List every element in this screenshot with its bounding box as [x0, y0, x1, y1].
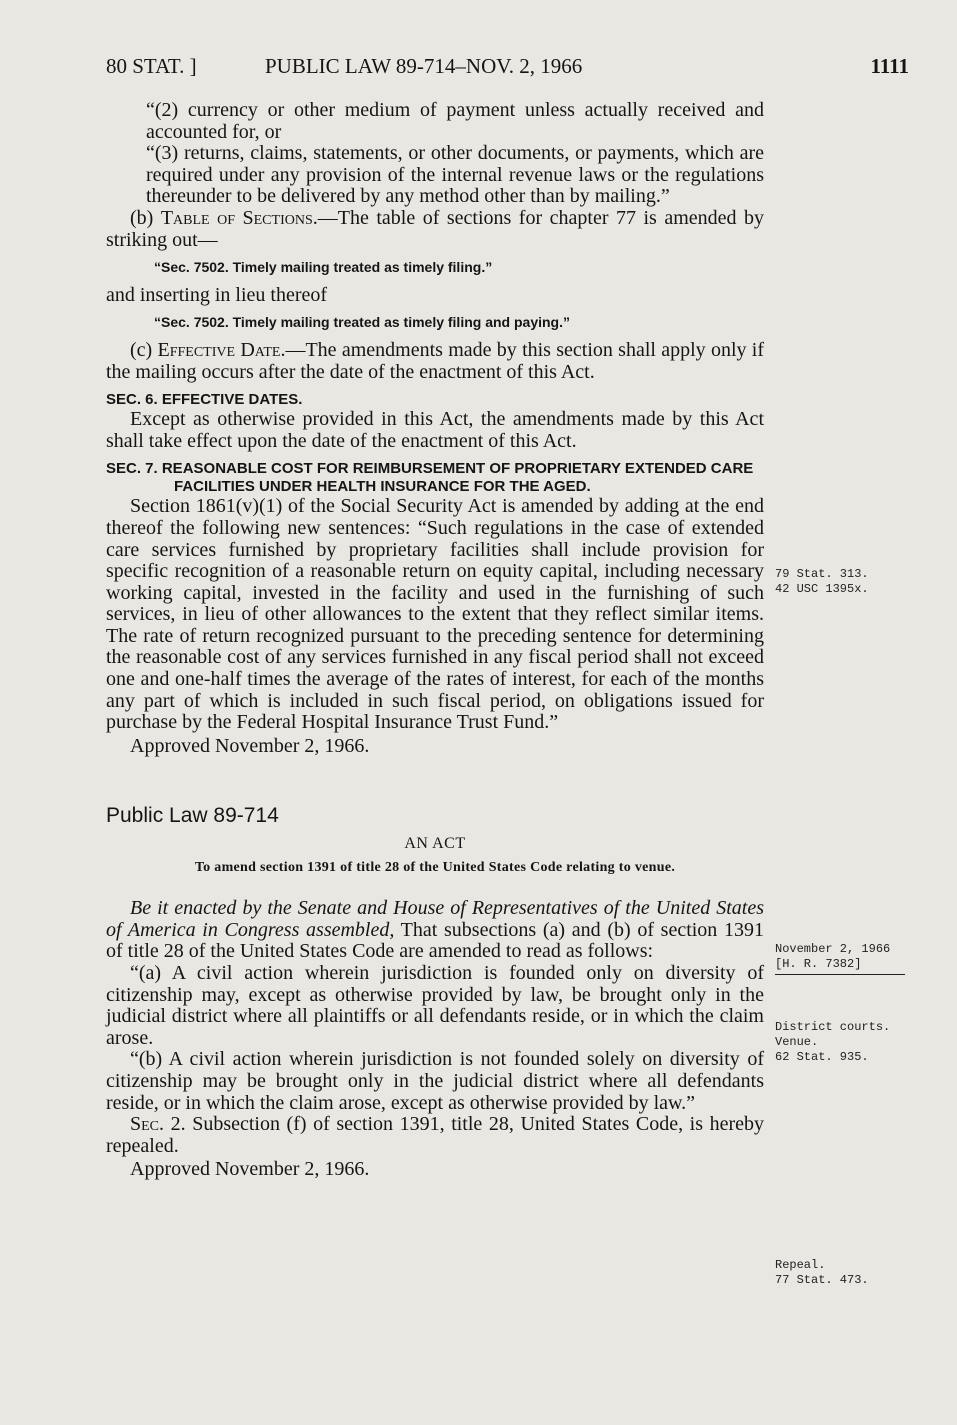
section-7-text: Section 1861(v)(1) of the Social Security Act is amended by adding at the end thereof the following new sentences: “Such regulations in the case of extended care services furnished by proprietary facilities shall include provision for specific recognition of a reasonable return on equity capital, including necessary working capital, invested in the facility and used in the furnishing of such services, in lieu of other allowances to the extent that they reflect similar items. The rate of return recognized pursuant to the preceding sentence for determining the reasonable cost of any services furnished in any fiscal period shall not exceed one and one-half times the average of the rates of interest, for each of the months any part of which is included in such fiscal period, on obligations issued for purchase by the Federal Hospital Insurance Trust Fund.”: [106, 495, 764, 734]
running-head: PUBLIC LAW 89-714–NOV. 2, 1966: [265, 54, 583, 78]
margin-repeal: Repeal.: [775, 1258, 826, 1272]
subsection-b: [106, 208, 764, 251]
item-2-text: “(2) currency or other medium of payment unless actually received and accounted for, or: [146, 99, 764, 143]
margin-date: November 2, 1966: [775, 942, 891, 956]
section-7-heading: SEC. 7. REASONABLE COST FOR REIMBURSEMENT OF PROPRIETARY EXTENDED CARE FACILITIES UNDER HEALTH INSURANCE FOR THE AGED.: [106, 460, 754, 496]
inserted-table-entry: “Sec. 7502. Timely mailing treated as timely filing and paying.”: [154, 314, 570, 331]
item-3-text: “(3) returns, claims, statements, or other documents, or payments, which are required under any provision of the internal revenue laws or the regulations thereunder to be delivered by any method other than by mailing.”: [146, 142, 764, 208]
section-6-heading: SEC. 6. EFFECTIVE DATES.: [106, 391, 303, 409]
margin-note-sec7: [775, 567, 869, 597]
struck-table-entry: “Sec. 7502. Timely mailing treated as timely filing.”: [154, 259, 493, 276]
approval-line-2: Approved November 2, 1966.: [130, 1158, 370, 1181]
enacting-clause: [106, 898, 764, 963]
margin-bill-number: [H. R. 7382]: [775, 957, 905, 975]
margin-topic-courts: District courts.: [775, 1020, 891, 1034]
margin-ref-62-stat: 62 Stat. 935.: [775, 1050, 869, 1064]
section-6-text: Except as otherwise provided in this Act, the amendments made by this Act shall take effect upon the date of the enactment of this Act.: [106, 408, 764, 452]
public-law-title: Public Law 89-714: [106, 804, 279, 828]
section-2-text: Subsection (f) of section 1391, title 28, United States Code, is hereby repealed.: [106, 1113, 764, 1157]
subsection-b-heading: Table of Sections.: [160, 206, 318, 229]
volume-reference: 80 STAT. ]: [106, 54, 197, 78]
margin-ref-42-usc: 42 USC 1395x.: [775, 582, 869, 596]
subsection-c: [106, 340, 764, 383]
subsection-c-text: —The amendments made by this section shall apply only if the mailing occurs after the date of the enactment of this Act.: [106, 338, 765, 383]
enacting-formula: Be it enacted by the Senate and House of Representatives of the United States of America in Congress assembled,: [106, 897, 764, 941]
approval-line-1: Approved November 2, 1966.: [130, 734, 370, 757]
margin-note-repeal: [775, 1258, 869, 1288]
subsection-c-heading: Effective Date.: [157, 338, 286, 361]
section-2: [106, 1114, 764, 1157]
page-number: 1111: [870, 54, 909, 78]
subsection-c-label: (c): [130, 338, 153, 361]
an-act-label: AN ACT: [404, 835, 466, 853]
margin-ref-77-stat: 77 Stat. 473.: [775, 1273, 869, 1287]
insert-intro: and inserting in lieu thereof: [106, 283, 328, 306]
venue-subsection-a: “(a) A civil action wherein jurisdiction is founded only on diversity of citizenship may, except as otherwise provided by law, be brought only in the judicial district where all plaintiffs or all defendants reside, or in which the claim arose.: [106, 962, 764, 1049]
venue-subsection-b: “(b) A civil action wherein jurisdiction is not founded solely on diversity of citizenship may be brought only in the judicial district where all defendants reside, or in which the claim arose, except as otherwise provided by law.”: [106, 1048, 764, 1114]
act-caption: To amend section 1391 of title 28 of the United States Code relating to venue.: [194, 859, 676, 875]
main-text: [106, 100, 764, 1181]
section-2-label: Sec. 2.: [130, 1113, 186, 1136]
subsection-b-label: (b): [130, 206, 154, 229]
margin-ref-79-stat: 79 Stat. 313.: [775, 567, 869, 581]
subsection-b-text: —The table of sections for chapter 77 is amended by striking out—: [106, 206, 765, 251]
margin-note-venue: [775, 1020, 890, 1065]
margin-topic-venue: Venue.: [775, 1035, 819, 1049]
enacting-text: That subsections (a) and (b) of section 1391 of title 28 of the United States Code are amended to read as follows:: [106, 918, 764, 963]
margin-note-bill: [775, 942, 905, 975]
